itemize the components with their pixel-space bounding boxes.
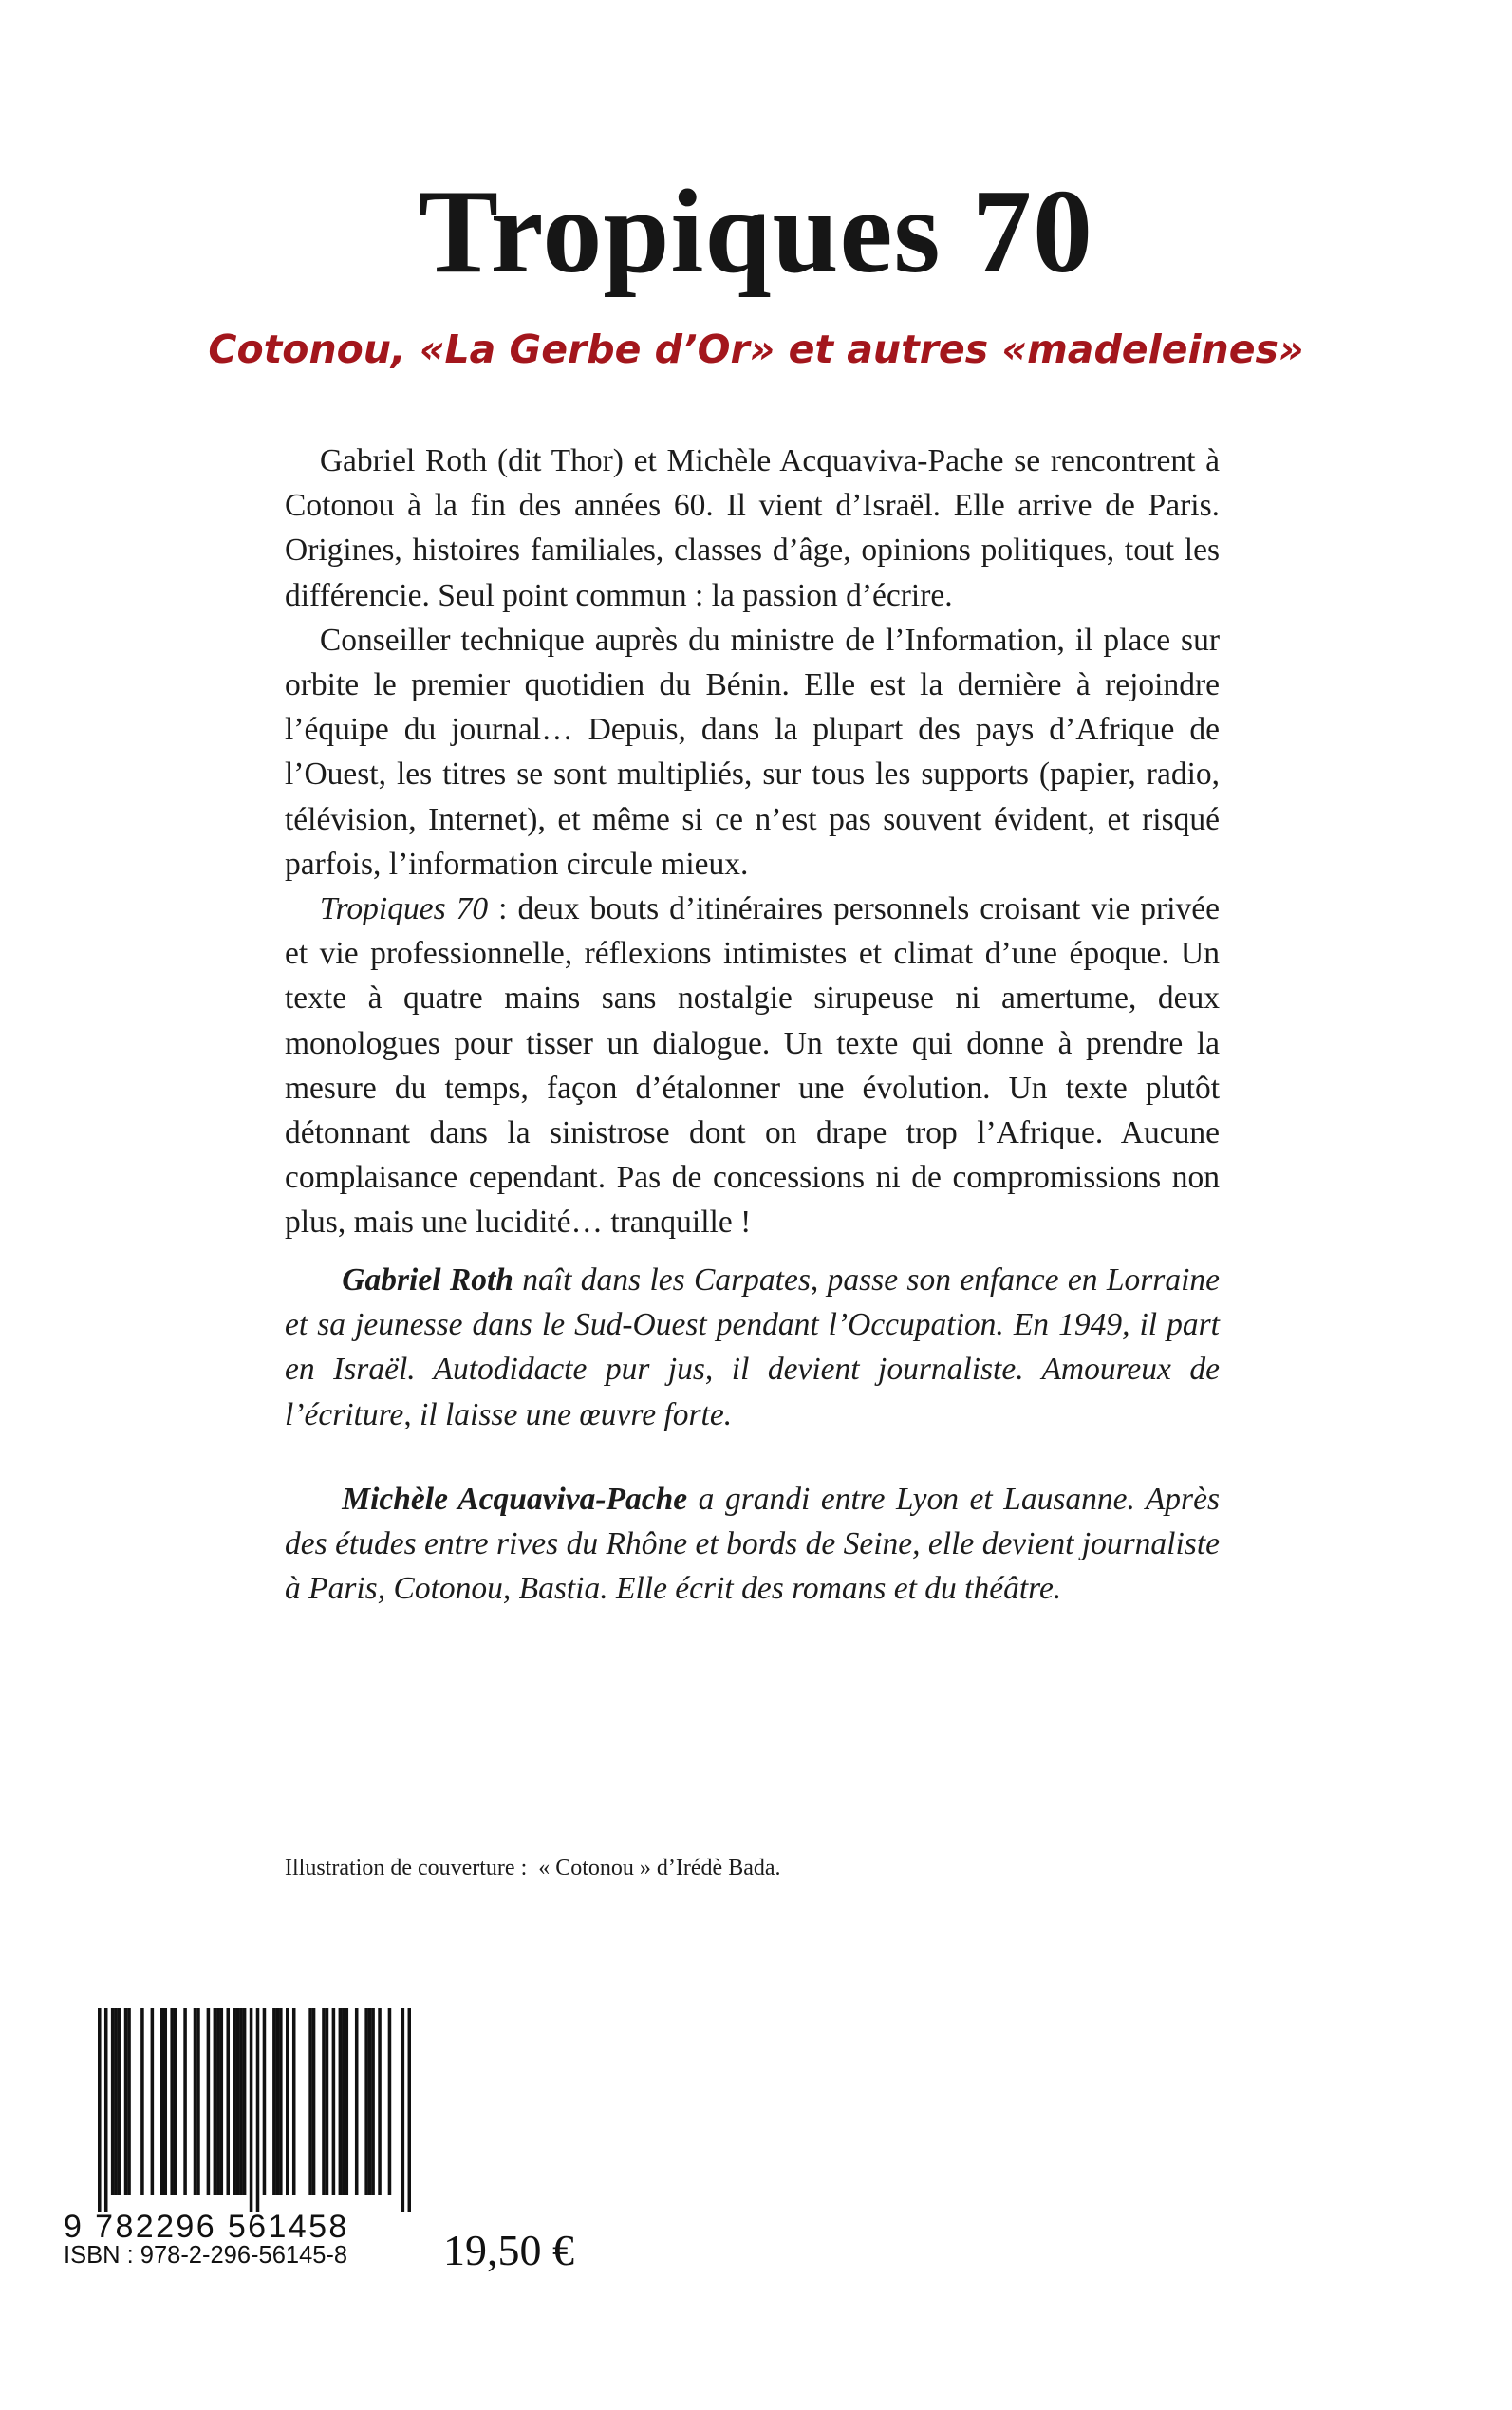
author-bio-gabriel-roth: [285, 1258, 1220, 1437]
barcode-bar: [332, 2008, 336, 2195]
barcode-bar: [308, 2008, 312, 2195]
barcode-bar: [326, 2008, 329, 2195]
barcode-bar: [111, 2008, 115, 2195]
blurb-paragraph-1: Gabriel Roth (dit Thor) et Michèle Acquaviva-Pache se rencontrent à Cotonou à la fin des années 60. Il vient d’Israël. Elle arrive de Paris. Origines, histoires familiales, classes d’âge, opinions politiques, tout les différencie. Seul point commun : la passion d’écrire.: [285, 443, 1220, 613]
barcode-bar: [124, 2008, 128, 2195]
barcode-bar: [339, 2008, 343, 2195]
barcode-bar: [170, 2008, 174, 2195]
barcode-bar: [127, 2008, 131, 2195]
barcode-bar: [207, 2008, 211, 2195]
blurb-book-title-reference: Tropiques 70: [319, 891, 489, 927]
barcode-bar: [292, 2008, 296, 2195]
barcode-bar: [151, 2008, 155, 2195]
barcode-bar: [194, 2008, 197, 2195]
barcode-bar: [401, 2008, 405, 2212]
barcode-bar: [345, 2008, 349, 2195]
author-bio-text: naît dans les Carpates, passe son enfance en Lorraine et sa jeunesse dans le Sud-Ouest pendant l’Occupation. En 1949, il part en Israël. Autodidacte pur jus, il devient journaliste. Amoureux de l’écriture, il laisse une œuvre forte.: [285, 1262, 1220, 1432]
barcode-bar: [160, 2008, 164, 2195]
barcode-bar: [196, 2008, 200, 2195]
barcode-bar: [118, 2008, 121, 2195]
author-name: Michèle Acquaviva-Pache: [342, 1481, 688, 1517]
barcode-bar: [368, 2008, 372, 2195]
barcode-bar: [378, 2008, 382, 2195]
author-bio-michele-acquaviva-pache: [285, 1477, 1220, 1612]
author-bio-text: a grandi entre Lyon et Lausanne. Après des études entre rives du Rhône et bords de Seine, elle devient journaliste à Paris, Cotonou, Bastia. Elle écrit des romans et du théâtre.: [285, 1481, 1220, 1607]
author-name: Gabriel Roth: [342, 1262, 513, 1298]
barcode-bar: [174, 2008, 177, 2195]
barcode-bar: [140, 2008, 144, 2195]
book-subtitle: Cotonou, «La Gerbe d’Or» et autres «madeleines»: [208, 327, 1304, 372]
barcode-bar: [322, 2008, 326, 2195]
barcode-bar: [243, 2008, 247, 2195]
isbn-number: ISBN : 978-2-296-56145-8: [64, 2242, 348, 2269]
barcode-bar: [226, 2008, 230, 2195]
barcode-bar: [371, 2008, 375, 2195]
ean13-barcode: [98, 2008, 411, 2212]
barcode-bar: [220, 2008, 224, 2195]
book-title: Tropiques 70: [418, 166, 1094, 298]
barcode-bar: [250, 2008, 253, 2212]
barcode-bar: [408, 2008, 411, 2212]
barcode-bar: [163, 2008, 167, 2195]
barcode-bar: [236, 2008, 240, 2195]
barcode-bar: [256, 2008, 260, 2212]
barcode-bar: [263, 2008, 267, 2195]
barcode-bar: [286, 2008, 289, 2195]
barcode-bar: [312, 2008, 316, 2195]
blurb-paragraph-3: [285, 887, 1220, 1245]
barcode-bar: [104, 2008, 108, 2212]
blurb-paragraph-2: Conseiller technique auprès du ministre de l’Information, il place sur orbite le premier quotidien du Bénin. Elle est la dernière à rejoindre l’équipe du journal… Depuis, dans la plupart des pays d’Afrique de l’Ouest, les titres se sont multipliés, sur tous les supports (papier, radio, télévision, Internet), et même si ce n’est pas souvent évident, et risqué parfois, l’information circule mieux.: [285, 622, 1220, 882]
barcode-bar: [239, 2008, 243, 2195]
barcode-bar: [364, 2008, 368, 2195]
barcode-bar: [214, 2008, 217, 2195]
author-bios: [285, 1258, 1220, 1611]
barcode-bar: [98, 2008, 102, 2212]
barcode-bar: [183, 2008, 187, 2195]
barcode-bar: [233, 2008, 236, 2195]
barcode-bar: [216, 2008, 220, 2195]
barcode-bar: [276, 2008, 280, 2195]
barcode-bar: [279, 2008, 283, 2195]
blurb-paragraph-3-text: : deux bouts d’itinéraires personnels croisant vie privée et vie professionnelle, réflexions intimistes et climat d’une époque. Un texte à quatre mains sans nostalgie sirupeuse ni amertume, deux monologues pour tisser un dialogue. Un texte qui donne à prendre la mesure du temps, façon d’étalonner une évolution. Un texte plutôt détonnant dans la sinistrose dont on drape trop l’Afrique. Aucune complaisance cependant. Pas de concessions ni de compromissions non plus, mais une lucidité… tranquille !: [285, 891, 1220, 1241]
barcode-bar: [355, 2008, 359, 2195]
cover-illustration-credit: Illustration de couverture : « Cotonou » d’Irédè Bada.: [285, 1856, 781, 1880]
barcode-bar: [114, 2008, 118, 2195]
barcode-digits: 9 782296 561458: [64, 2209, 349, 2245]
barcode-bar: [342, 2008, 345, 2195]
back-cover-blurb: [285, 439, 1220, 1245]
barcode-bar: [272, 2008, 276, 2195]
price: 19,50 €: [443, 2226, 574, 2274]
barcode-bar: [388, 2008, 392, 2195]
